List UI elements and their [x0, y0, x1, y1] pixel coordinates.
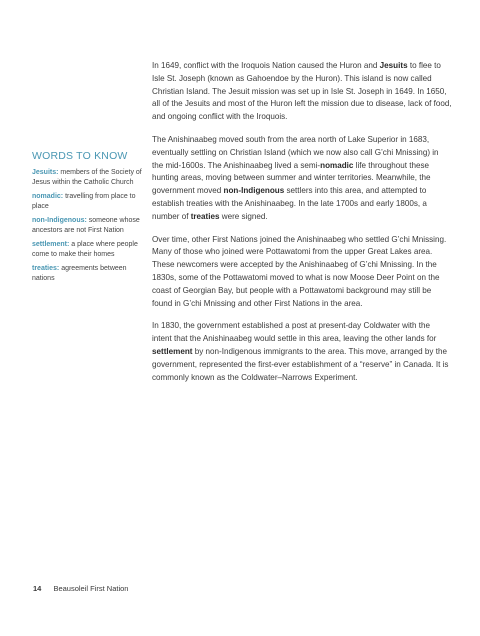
text-run: settlers into this area, and attempted to establish treaties with the Anishinaabeg. In the late 1700s and early 1800s, a number of [152, 186, 427, 221]
words-to-know-sidebar [32, 150, 144, 288]
term-definition: travelling from place to place [32, 193, 136, 210]
term-word: non-Indigenous: [32, 217, 87, 224]
paragraph [152, 234, 452, 311]
publication-name: Beausoleil First Nation [53, 584, 129, 593]
term-definition: members of the Society of Jesus within the Catholic Church [32, 169, 142, 186]
term-word: settlement: [32, 241, 70, 248]
paragraph [152, 134, 452, 224]
glossary-term [32, 168, 144, 187]
glossary-highlight: nomadic [320, 160, 354, 170]
glossary-highlight: settlement [152, 346, 193, 356]
body-text [152, 60, 452, 394]
term-definition: agreements between nations [32, 265, 127, 282]
text-run: were signed. [219, 211, 268, 221]
glossary-term [32, 240, 144, 259]
paragraph [152, 60, 452, 124]
text-run: In 1830, the government established a post at present-day Coldwater with the intent that the Anishinaabeg would settle in this area, leaving the other lands for [152, 321, 437, 344]
text-run: In 1649, conflict with the Iroquois Nation caused the Huron and [152, 61, 380, 70]
glossary-term [32, 264, 144, 283]
sidebar-heading: WORDS TO KNOW [32, 150, 128, 162]
glossary-highlight: treaties [190, 211, 220, 221]
page-footer [33, 584, 128, 593]
term-word: Jesuits: [32, 169, 59, 176]
glossary-term [32, 192, 144, 211]
text-run: life throughout these hunting areas, moving between summer and winter territories. Meanwhile, the government moved [152, 160, 431, 196]
glossary-highlight: Jesuits [379, 61, 408, 70]
term-word: nomadic: [32, 193, 64, 200]
paragraph [152, 320, 452, 384]
text-run: Over time, other First Nations joined the Anishinaabeg who settled G’chi Mnissing. Many of those who joined were Pottawatomi from the upper Great Lakes area. These newcomers were accepted by the Anishinaabeg of G’chi Mnissing. In the 1830s, some of the Pottawatomi moved to what is now Moose Deer Point on the coast of Georgian Bay, but people with a Pottawatomi background may still be found in G’chi Mnissing and other First Nations in the area. [152, 234, 447, 308]
text-run: The Anishinaabeg moved south from the area north of Lake Superior in 1683, eventually settling on Christian Island (which we now also call G’chi Mnissing) in the mid-1600s. The Anishinaabeg lived a semi- [152, 134, 439, 170]
term-definition: a place where people come to make their homes [32, 241, 138, 258]
term-word: treaties: [32, 265, 60, 272]
text-run: by non-Indigenous immigrants to the area. This move, arranged by the government, represented the first-ever establishment of a “reserve” in Canada. It is commonly known as the Coldwater–Narrows Experiment. [152, 346, 449, 382]
text-run: to flee to Isle St. Joseph (known as Gahoendoe by the Huron). This island is now called Christian Island. The Jesuit mission was set up in Isle St. Joseph in 1649. In 1650, all of the Jesuits and most of the Huron left the mission due to disease, lack of food, and ongoing conflict with the Iroquois. [152, 61, 452, 122]
glossary-highlight: non-Indigenous [223, 186, 285, 196]
page-number: 14 [33, 584, 42, 593]
term-definition: someone whose ancestors are not First Nation [32, 217, 140, 234]
glossary-term [32, 216, 144, 235]
